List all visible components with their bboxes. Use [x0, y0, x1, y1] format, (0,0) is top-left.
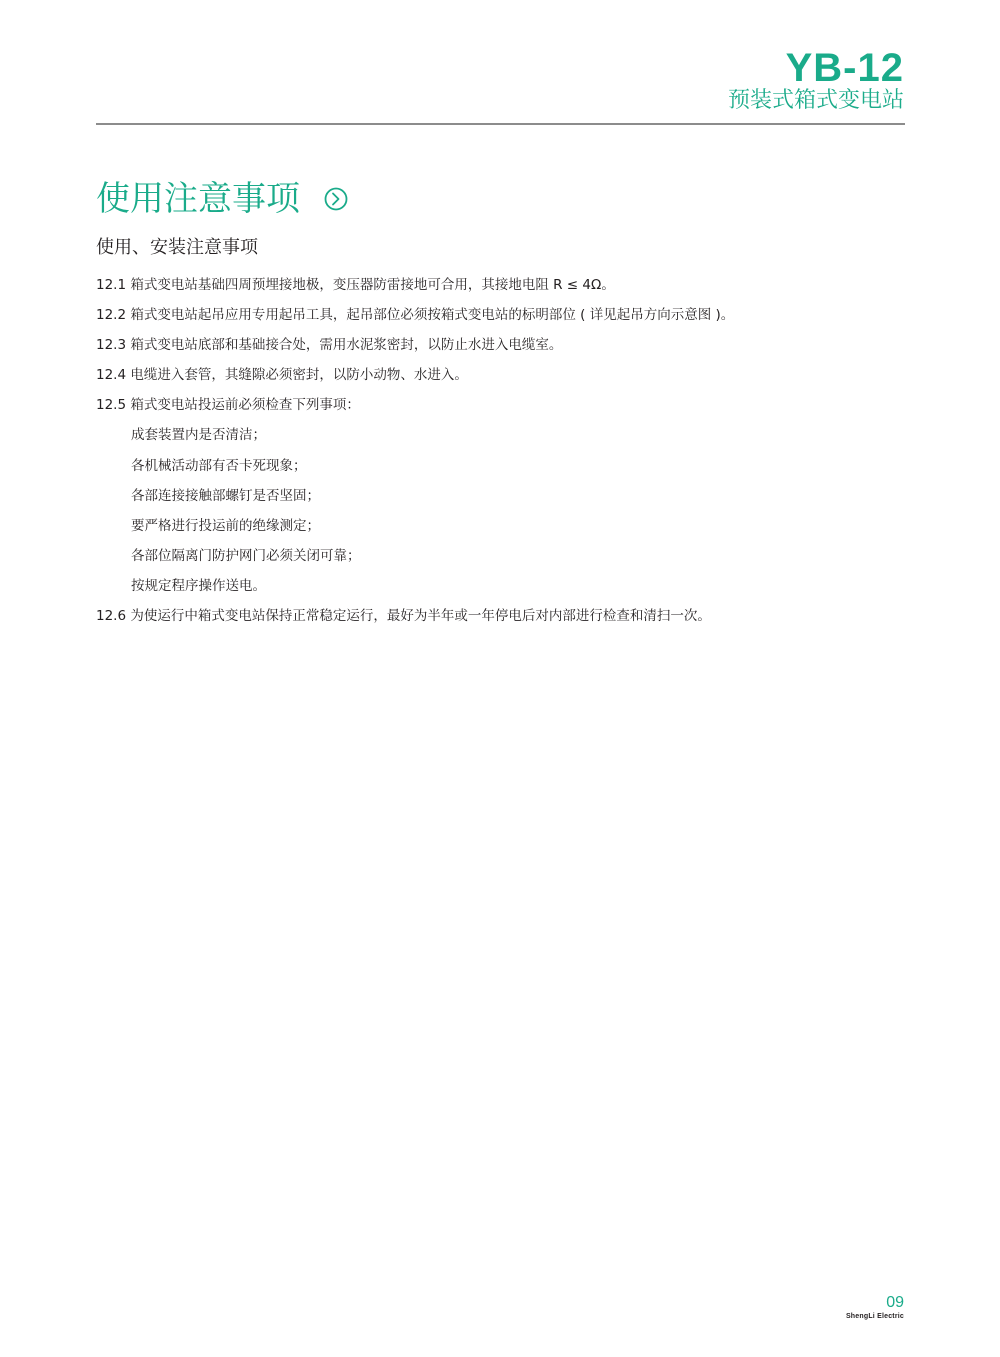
product-name: 预装式箱式变电站	[727, 88, 904, 113]
check-item: 要严格进行投运前的绝缘测定；	[131, 517, 320, 534]
check-item: 成套装置内是否清洁；	[131, 427, 266, 444]
check-item: 各机械活动部有否卡死现象；	[131, 457, 307, 474]
section-subtitle: 使用、安装注意事项	[96, 237, 258, 258]
list-item: 12.5 箱式变电站投运前必须检查下列事项：	[96, 397, 360, 414]
list-item: 12.3 箱式变电站底部和基础接合处，需用水泥浆密封，以防止水进入电缆室。	[96, 337, 563, 354]
chevron-right-circle-icon	[324, 187, 348, 211]
check-item: 各部位隔离门防护网门必须关闭可靠；	[131, 547, 361, 564]
section-title-row	[96, 178, 348, 220]
page-footer	[846, 1294, 904, 1321]
brand-name: ShengLi Electric	[845, 1313, 904, 1320]
page-header	[728, 48, 904, 114]
list-item: 12.6 为使运行中箱式变电站保持正常稳定运行，最好为半年或一年停电后对内部进行检查和清扫一次。	[96, 608, 711, 625]
model-name: YB-12	[785, 46, 904, 90]
section-title: 使用注意事项	[96, 179, 300, 219]
check-item: 各部连接接触部螺钉是否坚固；	[131, 487, 320, 504]
check-item: 按规定程序操作送电。	[131, 577, 266, 594]
page-number: 09	[886, 1294, 904, 1311]
list-item: 12.1 箱式变电站基础四周预埋接地极，变压器防雷接地可合用，其接地电阻 R ≤ 4Ω。	[96, 277, 615, 293]
notes-list	[96, 270, 916, 631]
header-divider	[96, 123, 905, 125]
list-item: 12.2 箱式变电站起吊应用专用起吊工具，起吊部位必须按箱式变电站的标明部位 ( 详见起吊方向示意图 )。	[96, 307, 735, 324]
list-item: 12.4 电缆进入套管，其缝隙必须密封，以防小动物、水进入。	[96, 367, 468, 384]
